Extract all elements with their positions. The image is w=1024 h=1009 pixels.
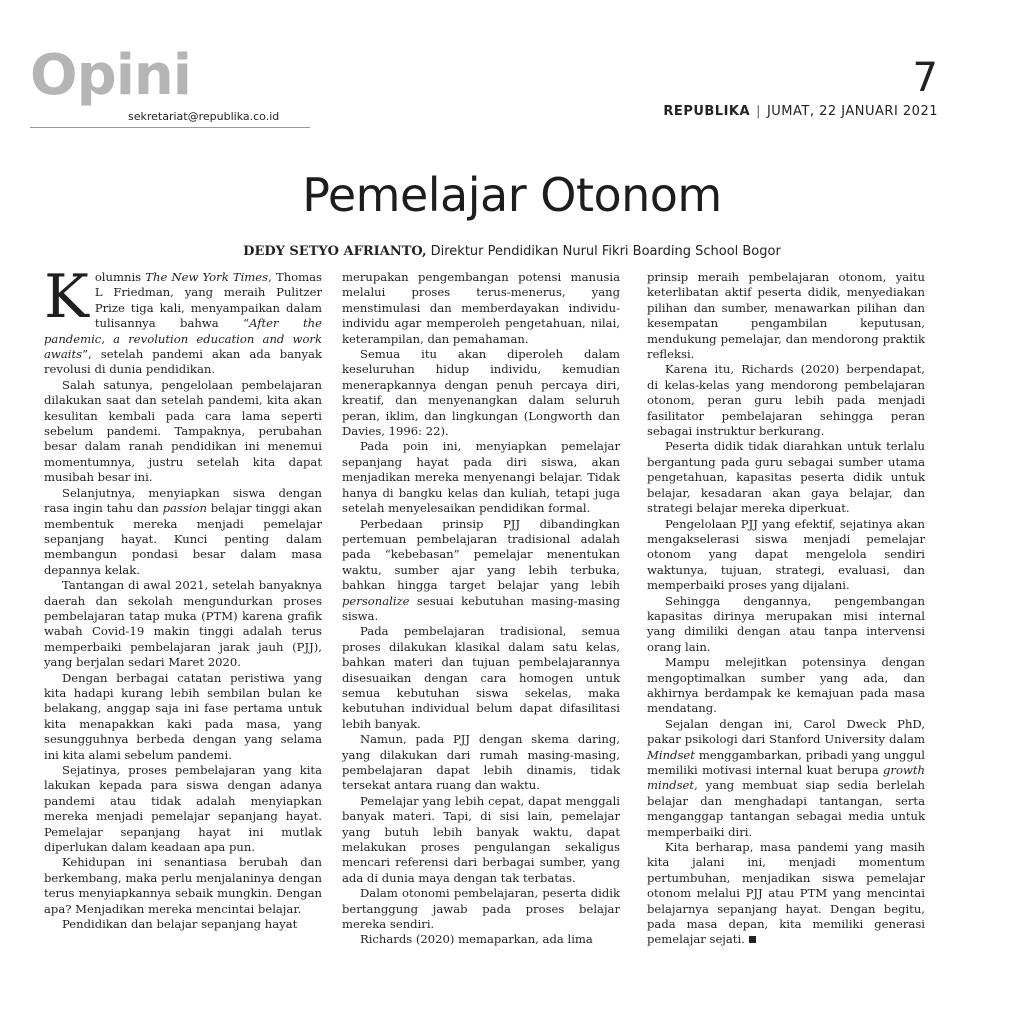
publication-date: JUMAT, 22 JANUARI 2021 <box>766 104 938 119</box>
text-run: Pemelajar yang lebih cepat, dapat menggali banyak materi. Tapi, di sisi lain, pemelajar yang butuh lebih banyak waktu, dapat melakukan proses pengulangan sekaligus mencari referensi dari berbagai sumber, yang ada di dunia maya dengan tak terbatas. <box>342 793 620 885</box>
article-paragraph <box>647 717 925 840</box>
text-run: Kehidupan ini senantiasa berubah dan berkembang, maka perlu menjalaninya dengan terus menyiapkannya sebaik mungkin. Dengan apa? Menjadikan mereka mencintai belajar. <box>44 855 322 916</box>
text-run: Pada poin ini, menyiapkan pemelajar sepanjang hayat pada diri siswa, akan menjadikan mereka menyenangi belajar. Tidak hanya di bangku kelas dan kuliah, tetapi juga setelah menyelesaikan pendidikan formal. <box>342 439 620 516</box>
text-run: Namun, pada PJJ dengan skema daring, yang dilakukan dari rumah masing-masing, pembelajaran dapat lebih dinamis, tidak tersekat antara ruang dan waktu. <box>342 732 620 793</box>
italic-text: passion <box>162 501 207 516</box>
text-run: , Thomas L Friedman, yang meraih Pulitzer Prize tiga kali, menyampaikan dalam tulisannya bahwa “ <box>94 270 322 331</box>
text-run: Sejalan dengan ini, Carol Dweck PhD, pakar psikologi dari Stanford University dalam <box>647 716 925 747</box>
article-paragraph <box>647 362 925 439</box>
section-email: sekretariat@republika.co.id <box>128 110 280 123</box>
article-column-2 <box>342 270 620 948</box>
text-run: Kita berharap, masa pandemi yang masih kita jalani ini, menjadi momentum pertumbuhan, menjadikan siswa pemelajar otonom melalui PJJ atau PTM yang mencintai belajarnya sepanjang hayat. Dengan begitu, pada masa depan, kita memiliki generasi pemelajar sejati. <box>647 840 925 947</box>
text-run: , yang membuat siap sedia berlelah belajar dan menghadapi tantangan, serta menganggap tantangan sebagai media untuk memperbaiki diri. <box>647 778 925 839</box>
header-divider <box>30 127 310 128</box>
page-number: 7 <box>912 55 938 101</box>
text-run: Peserta didik tidak diarahkan untuk terlalu bergantung pada guru sebagai sumber utama pengetahuan, kapasitas peserta didik untuk belajar, kesadaran akan gaya belajar, dan strategi belajar mereka diperkuat. <box>647 439 925 516</box>
text-run: Semua itu akan diperoleh dalam keseluruhan hidup individu, kemudian menerapkannya dengan penuh percaya diri, kreatif, dan menyenangkan dalam seluruh peran, iklim, dan lingkungan (Longworth dan Davies, 1996: 22). <box>342 347 620 439</box>
article-paragraph <box>342 517 620 625</box>
text-run: sesuai kebutuhan masing-masing siswa. <box>342 593 620 623</box>
text-run: menggambarkan, pribadi yang unggul memiliki motivasi internal kuat berupa <box>647 747 925 777</box>
article-paragraph <box>44 917 322 932</box>
article-paragraph <box>647 655 925 717</box>
text-run: Dengan berbagai catatan peristiwa yang kita hadapi kurang lebih sembilan bulan ke belakang, anggap saja ini fase pertama untuk kita menapakkan kaki pada masa, yang sesungguhnya berbeda dengan yang selama ini kita alami sebelum pandemi. <box>44 670 322 762</box>
article-paragraph <box>342 624 620 732</box>
italic-text: growth mindset <box>647 763 925 793</box>
text-run: Perbedaan prinsip PJJ dibandingkan pertemuan pembelajaran tradisional adalah pada “kebebasan” pemelajar menentukan waktu, sumber ajar yang lebih terbuka, bahkan hingga target belajar yang lebih <box>342 516 620 593</box>
text-run: Mampu melejitkan potensinya dengan mengoptimalkan sumber yang ada, dan akhirnya berdampak ke kemajuan pada masa mendatang. <box>647 655 925 716</box>
author-role: Direktur Pendidikan Nurul Fikri Boarding School Bogor <box>430 244 781 259</box>
text-run: Pada pembelajaran tradisional, semua proses dilakukan klasikal dalam satu kelas, bahkan materi dan tujuan pembelajarannya disesuaikan dengan cara homogen untuk semua kebutuhan siswa sekelas, maka kebutuhan individual belum dapat difasilitasi lebih banyak. <box>342 624 620 731</box>
byline <box>0 244 1024 259</box>
end-mark-icon <box>749 936 756 943</box>
text-run: Richards (2020) memaparkan, ada lima <box>360 932 593 947</box>
drop-cap: K <box>44 262 89 332</box>
text-run: prinsip meraih pembelajaran otonom, yaitu keterlibatan aktif peserta didik, menyediakan pilihan dan sumber, menawarkan pilihan dan kesempatan pengambilan keputusan, mendukung pemelajar, dan mendorong praktik refleksi. <box>647 270 925 362</box>
article-paragraph <box>647 517 925 594</box>
text-run: Dalam otonomi pembelajaran, peserta didik bertanggung jawab pada proses belajar mereka sendiri. <box>342 886 620 932</box>
article-paragraph <box>44 855 322 917</box>
article-column-3 <box>647 270 925 948</box>
text-run: Karena itu, Richards (2020) berpendapat, di kelas-kelas yang mendorong pembelajaran otonom, peran guru lebih pada menjadi fasilitator pembelajaran sehingga peran sebagai instruktur berkurang. <box>647 362 925 439</box>
article-paragraph <box>44 671 322 763</box>
publication-name: REPUBLIKA <box>663 104 751 119</box>
text-run: olumnis <box>94 270 146 284</box>
italic-text: personalize <box>342 593 410 608</box>
article-paragraph <box>44 763 322 855</box>
article-paragraph <box>44 262 323 378</box>
article-paragraph <box>342 732 620 794</box>
masthead <box>663 104 938 119</box>
article-paragraph <box>342 886 620 932</box>
article-paragraph <box>342 794 620 886</box>
article-title: Pemelajar Otonom <box>302 168 722 222</box>
article-paragraph <box>342 439 620 516</box>
article-paragraph <box>44 486 322 578</box>
text-run: Selanjutnya, menyiapkan siswa dengan rasa ingin tahu dan <box>44 485 322 516</box>
article-paragraph <box>342 270 620 347</box>
text-run: Tantangan di awal 2021, setelah banyaknya daerah dan sekolah mengundurkan proses pembelajaran tatap muka (PTM) karena grafik wabah Covid-19 makin tinggi adalah terus memperbaiki pembelajaran jarak jauh (PJJ), yang berjalan sedari Maret 2020. <box>44 578 322 670</box>
masthead-separator: | <box>756 104 761 119</box>
text-run: Sehingga dengannya, pengembangan kapasitas dirinya merupakan misi internal yang dimiliki dengan atau tanpa intervensi orang lain. <box>647 593 925 654</box>
text-run: Pengelolaan PJJ yang efektif, sejatinya akan mengakselerasi siswa menjadi pemelajar otonom yang dapat mengelola sendiri waktunya, tujuan, strategi, evaluasi, dan memperbaiki proses yang dijalani. <box>647 516 925 593</box>
text-run: ”, setelah pandemi akan ada banyak revolusi di dunia pendidikan. <box>44 347 322 377</box>
article-paragraph <box>342 347 620 439</box>
article-column-1 <box>44 262 323 932</box>
article-paragraph <box>44 378 322 486</box>
italic-text: The New York Times <box>145 270 269 284</box>
author-name: DEDY SETYO AFRIANTO, <box>243 244 427 259</box>
text-run: merupakan pengembangan potensi manusia melalui proses terus-menerus, yang menstimulasi dan memberdayakan individu-individu agar memperoleh pengetahuan, nilai, keterampilan, dan pemahaman. <box>342 270 620 346</box>
article-paragraph <box>647 840 925 948</box>
article-paragraph <box>647 594 925 656</box>
section-title: Opini <box>30 43 191 108</box>
article-paragraph <box>647 270 925 362</box>
text-run: Sejatinya, proses pembelajaran yang kita lakukan kepada para siswa dengan adanya pandemi atau tidak adalah menyiapkan mereka menjadi pemelajar sepanjang hayat. Pemelajar sepanjang hayat ini mutlak diperlukan dalam keadaan apa pun. <box>44 763 322 855</box>
article-paragraph <box>44 578 322 670</box>
italic-text: After the pandemic, a revolution education and work awaits <box>44 316 323 362</box>
text-run: Salah satunya, pengelolaan pembelajaran dilakukan saat dan setelah pandemi, kita akan kesulitan kembali pada cara lama seperti sebelum pandemi. Tampaknya, perubahan besar dalam ranah pendidikan ini menemui momentumnya, justru setelah kita dapat musibah besar ini. <box>44 377 322 485</box>
article-paragraph <box>647 439 925 516</box>
text-run: belajar tinggi akan membentuk mereka menjadi pemelajar sepanjang hayat. Kunci penting dalam membangun pondasi besar dalam masa depannya kelak. <box>44 501 322 577</box>
text-run: Pendidikan dan belajar sepanjang hayat <box>62 917 298 932</box>
italic-text: Mindset <box>647 747 695 762</box>
article-paragraph <box>342 932 620 947</box>
